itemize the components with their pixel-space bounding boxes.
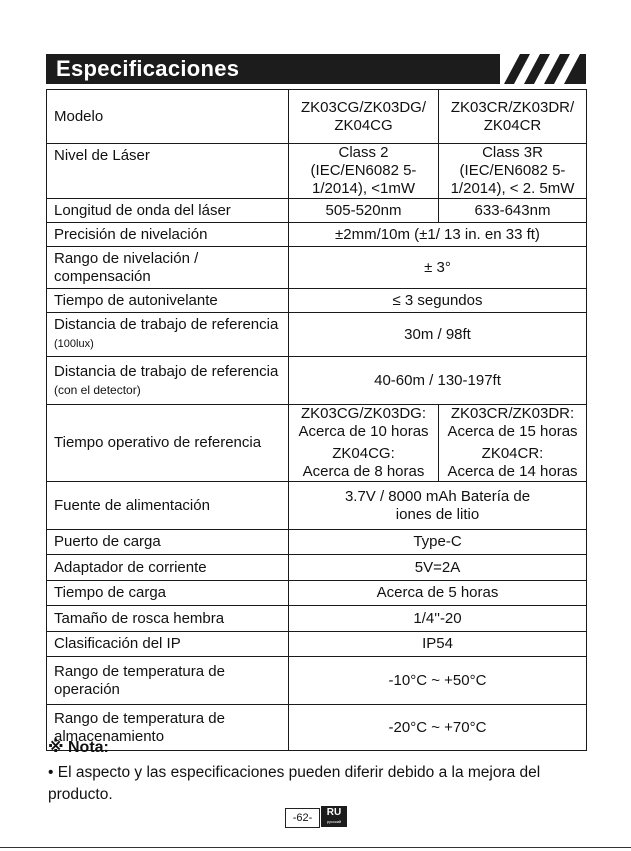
wavelength-cg: 505-520nm	[289, 199, 439, 223]
table-row	[47, 705, 587, 751]
operating-temp-value: -10°C ~ +50°C	[289, 657, 587, 705]
op-time-cr-b: Acerca de 14 horas	[447, 463, 578, 480]
table-row	[47, 144, 587, 199]
row-label-temp-alm: Rango de temperatura de almacenamiento	[47, 705, 289, 751]
table-row	[47, 357, 587, 405]
row-label-modelo: Modelo	[47, 90, 289, 144]
language-code: RU	[326, 807, 342, 818]
language-subtitle: русский	[326, 819, 342, 824]
decorative-stripes	[500, 54, 580, 84]
table-row	[47, 606, 587, 632]
laser-class-cr: Class 3R (IEC/EN6082 5-1/2014), < 2. 5mW	[439, 144, 587, 199]
table-row	[47, 223, 587, 247]
table-row	[47, 405, 587, 482]
row-label-rosca: Tamaño de rosca hembra	[47, 606, 289, 632]
note-title: ※ Nota:	[48, 739, 109, 756]
table-row	[47, 482, 587, 530]
row-label-distancia-1	[47, 313, 289, 357]
row-label-adaptador: Adaptador de corriente	[47, 555, 289, 581]
section-header-banner	[46, 54, 586, 84]
table-row	[47, 247, 587, 289]
table-row	[47, 313, 587, 357]
table-row	[47, 632, 587, 657]
range-value: ± 3°	[289, 247, 587, 289]
thread-value: 1/4''-20	[289, 606, 587, 632]
charge-time-value: Acerca de 5 horas	[289, 581, 587, 606]
op-model-cg-b: ZK04CG:	[332, 445, 395, 462]
table-row	[47, 90, 587, 144]
model-cr: ZK03CR/ZK03DR/ ZK04CR	[439, 90, 587, 144]
row-label-fuente: Fuente de alimentación	[47, 482, 289, 530]
charge-port-value: Type-C	[289, 530, 587, 555]
model-cg: ZK03CG/ZK03DG/ ZK04CG	[289, 90, 439, 144]
adapter-value: 5V=2A	[289, 555, 587, 581]
op-model-cr-b: ZK04CR:	[481, 445, 544, 462]
laser-class-cg: Class 2 (IEC/EN6082 5-1/2014), <1mW	[289, 144, 439, 199]
table-row	[47, 289, 587, 313]
row-label-longitud: Longitud de onda del láser	[47, 199, 289, 223]
row-label-precision: Precisión de nivelación	[47, 223, 289, 247]
storage-temp-value: -20°C ~ +70°C	[289, 705, 587, 751]
precision-value: ±2mm/10m (±1/ 13 in. en 33 ft)	[289, 223, 587, 247]
language-badge	[321, 806, 347, 827]
note-text: • El aspecto y las especificaciones pueden diferir debido a la mejora del producto.	[48, 764, 541, 803]
distancia-1-text: Distancia de trabajo de referencia	[54, 316, 279, 333]
table-row	[47, 530, 587, 555]
distance-1-value: 30m / 98ft	[289, 313, 587, 357]
op-time-cg-b: Acerca de 8 horas	[302, 463, 425, 480]
bottom-divider	[0, 847, 631, 848]
distancia-1-note: (100lux)	[54, 338, 94, 350]
op-model-cr-a: ZK03CR/ZK03DR:	[450, 405, 575, 422]
wavelength-cr: 633-643nm	[439, 199, 587, 223]
row-label-tiempo-op: Tiempo operativo de referencia	[47, 405, 289, 482]
table-row	[47, 555, 587, 581]
row-label-distancia-2	[47, 357, 289, 405]
power-source-value	[289, 482, 587, 530]
row-label-tiempo-auto: Tiempo de autonivelante	[47, 289, 289, 313]
operating-time-cg	[289, 405, 439, 482]
row-label-puerto: Puerto de carga	[47, 530, 289, 555]
ip-value: IP54	[289, 632, 587, 657]
power-line-2: iones de litio	[395, 505, 480, 523]
distancia-2-note: (con el detector)	[54, 382, 141, 397]
power-line-1: 3.7V / 8000 mAh Batería de	[344, 487, 531, 505]
specifications-table	[46, 89, 587, 751]
self-level-time-value: ≤ 3 segundos	[289, 289, 587, 313]
table-row	[47, 657, 587, 705]
op-model-cg-a: ZK03CG/ZK03DG:	[300, 405, 427, 422]
table-row	[47, 199, 587, 223]
section-title: Especificaciones	[56, 56, 240, 81]
row-label-nivel: Nivel de Láser	[47, 144, 289, 199]
row-label-tiempo-carga: Tiempo de carga	[47, 581, 289, 606]
operating-time-cr	[439, 405, 587, 482]
op-time-cg-a: Acerca de 10 horas	[298, 423, 429, 440]
row-label-temp-op: Rango de temperatura de operación	[47, 657, 289, 705]
table-row	[47, 581, 587, 606]
page-number: -62-	[285, 808, 320, 828]
row-label-rango-nivel: Rango de nivelación / compensación	[47, 247, 289, 289]
op-time-cr-a: Acerca de 15 horas	[447, 423, 578, 440]
row-label-ip: Clasificación del IP	[47, 632, 289, 657]
distance-2-value: 40-60m / 130-197ft	[289, 357, 587, 405]
distancia-2-text: Distancia de trabajo de referencia	[54, 362, 279, 380]
